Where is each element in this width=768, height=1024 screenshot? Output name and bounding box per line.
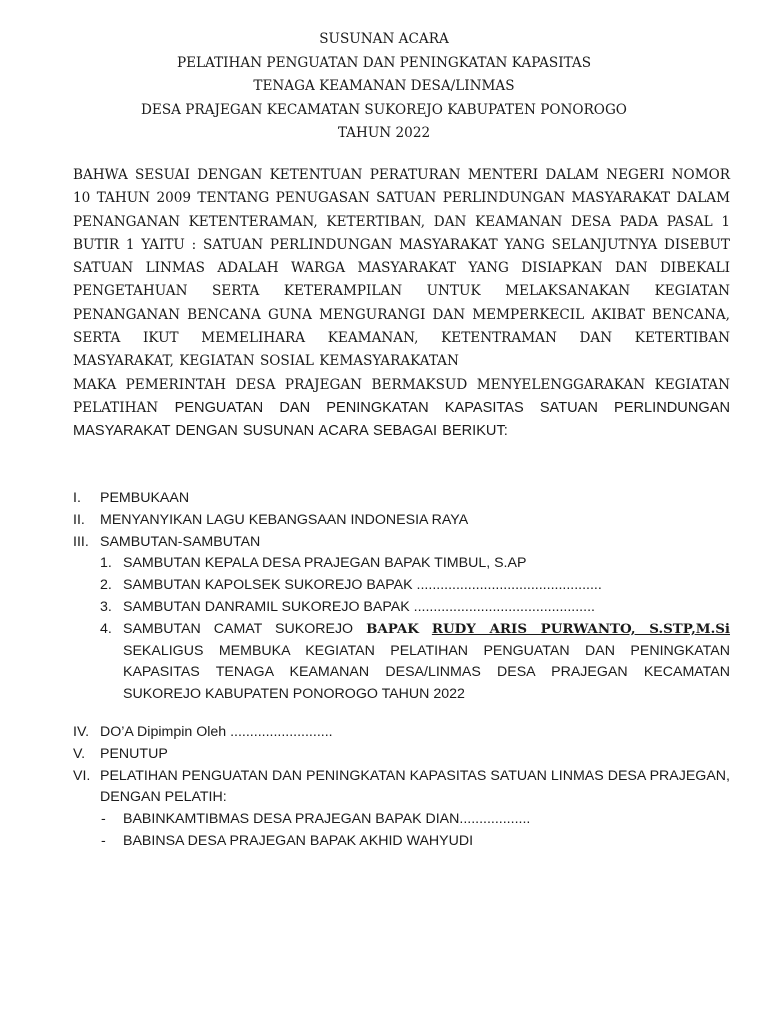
- agenda-number: III.: [73, 533, 89, 550]
- sub-text: SAMBUTAN KAPOLSEK SUKOREJO BAPAK ...............................................: [123, 577, 602, 594]
- trainer-text: BABINSA DESA PRAJEGAN BAPAK AKHID WAHYUDI: [123, 832, 474, 849]
- trainer-item-2: [73, 831, 730, 853]
- document-title-block: [0, 28, 768, 146]
- agenda-item-v: [73, 744, 730, 766]
- agenda-list-bottom: [73, 722, 730, 853]
- camat-title: BAPAK: [366, 620, 419, 637]
- sub-text: SAMBUTAN KEPALA DESA PRAJEGAN BAPAK TIMBUL, S.AP: [123, 555, 527, 572]
- sub-number: 4.: [100, 620, 112, 637]
- agenda-item-iv: [73, 722, 730, 744]
- agenda-number: V.: [73, 745, 86, 762]
- title-line-4: DESA PRAJEGAN KECAMATAN SUKOREJO KABUPATEN PONOROGO: [141, 101, 627, 118]
- agenda-list-top: [73, 488, 730, 706]
- agenda-item-ii: [73, 510, 730, 532]
- sub-text-continued: SEKALIGUS MEMBUKA KEGIATAN PELATIHAN PENGUATAN DAN PENINGKATAN KAPASITAS TENAGA KEAMANAN DESA/LINMAS DESA PRAJEGAN KECAMATAN SUKOREJO KABUPATEN PONOROGO TAHUN 2022: [123, 642, 730, 703]
- sub-number: 1.: [100, 555, 112, 572]
- intro-paragraph-2-serif: MAKA PEMERINTAH DESA PRAJEGAN BERMAKSUD MENYELENGGARAKAN KEGIATAN PELATIHAN: [73, 376, 730, 416]
- agenda-text: PELATIHAN PENGUATAN DAN PENINGKATAN KAPASITAS SATUAN LINMAS DESA PRAJEGAN, DENGAN PELATIH:: [100, 767, 730, 806]
- agenda-number: VI.: [73, 767, 91, 784]
- camat-name: RUDY ARIS PURWANTO, S.STP,M.Si: [431, 620, 730, 637]
- agenda-number: II.: [73, 511, 85, 528]
- intro-paragraph-1: BAHWA SESUAI DENGAN KETENTUAN PERATURAN MENTERI DALAM NEGERI NOMOR 10 TAHUN 2009 TENTANG PENUGASAN SATUAN PERLINDUNGAN MASYARAKAT DALAM PENANGANAN KETENTERAMAN, KETERTIBAN, DAN KEAMANAN DESA PADA PASAL 1 BUTIR 1 YAITU : SATUAN PERLINDUNGAN MASYARAKAT YANG SELANJUTNYA DISEBUT SATUAN LINMAS ADALAH WARGA MASYARAKAT YANG DISIAPKAN DAN DIBEKALI PENGETAHUAN SERTA KETERAMPILAN UNTUK MELAKSANAKAN KEGIATAN PENANGANAN BENCANA GUNA MENGURANGI DAN MEMPERKECIL AKIBAT BENCANA, SERTA IKUT MEMELIHARA KEAMANAN, KETENTRAMAN DAN KETERTIBAN MASYARAKAT, KEGIATAN SOSIAL KEMASYARAKATAN: [73, 167, 730, 370]
- trainer-item-1: [73, 809, 730, 831]
- sub-item-2: [73, 575, 730, 597]
- agenda-item-vi: [73, 766, 730, 810]
- title-line-5: TAHUN 2022: [337, 125, 431, 141]
- agenda-number: I.: [73, 490, 81, 506]
- agenda-text: SAMBUTAN-SAMBUTAN: [100, 533, 261, 550]
- sub-text: SAMBUTAN DANRAMIL SUKOREJO BAPAK ..............................................: [123, 598, 595, 615]
- sub-item-1: [73, 553, 730, 575]
- agenda-text: PEMBUKAAN: [100, 490, 190, 506]
- agenda-item-iii: [73, 532, 730, 554]
- agenda-text: PENUTUP: [100, 745, 168, 762]
- trainer-text: BABINKAMTIBMAS DESA PRAJEGAN BAPAK DIAN..................: [123, 811, 531, 828]
- sub-number: 3.: [100, 598, 112, 615]
- intro-paragraph-2-sans: PENGUATAN DAN PENINGKATAN KAPASITAS SATUAN PERLINDUNGAN MASYARAKAT DENGAN SUSUNAN ACARA SEBAGAI BERIKUT:: [73, 399, 730, 440]
- agenda-text: MENYANYIKAN LAGU KEBANGSAAN INDONESIA RAYA: [100, 511, 469, 528]
- title-line-2: PELATIHAN PENGUATAN DAN PENINGKATAN KAPASITAS: [176, 54, 592, 71]
- sub-item-3: [73, 597, 730, 619]
- intro-paragraph-2: [73, 374, 730, 444]
- agenda-item-i: [73, 488, 730, 510]
- agenda-number: IV.: [73, 724, 90, 740]
- intro-section: [73, 164, 730, 444]
- sub-number: 2.: [100, 577, 112, 594]
- agenda-text: DO’A Dipimpin Oleh ..........................: [100, 724, 333, 740]
- sub-text: SAMBUTAN CAMAT SUKOREJO: [123, 620, 354, 637]
- title-line-3: TENAGA KEAMANAN DESA/LINMAS: [253, 78, 515, 94]
- title-line-1: SUSUNAN ACARA: [319, 31, 449, 47]
- dash-marker: -: [101, 832, 106, 849]
- dash-marker: -: [101, 811, 106, 828]
- sub-item-4: [73, 619, 730, 706]
